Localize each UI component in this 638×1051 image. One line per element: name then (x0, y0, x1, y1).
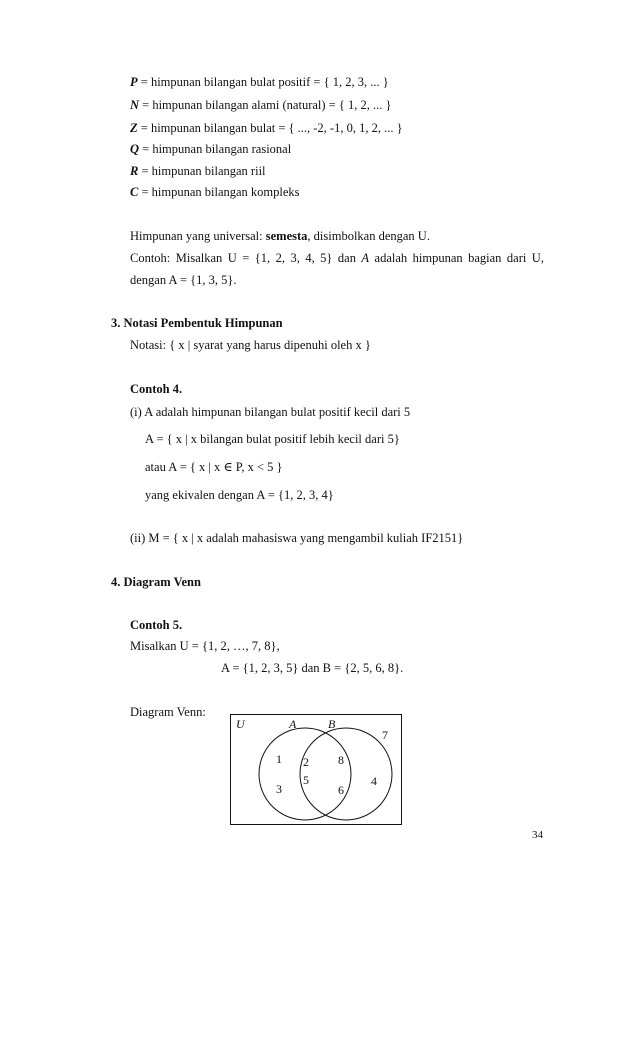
set-def-q (130, 141, 291, 157)
element-4: 4 (371, 774, 377, 788)
word: Contoh: (130, 251, 171, 265)
contoh-4-eq1: A = { x | x bilangan bulat positif lebih kecil dari 5} (145, 432, 400, 446)
contoh-u-line (130, 250, 544, 266)
set-description: = himpunan bilangan bulat positif = { 1, 2, 3, ... } (137, 75, 389, 89)
word: himpunan (412, 251, 463, 265)
word: dan (337, 251, 356, 265)
word: A (361, 251, 370, 265)
set-b-label: B (328, 717, 336, 731)
element-1: 1 (276, 752, 282, 766)
element-3: 3 (276, 782, 282, 796)
contoh-5-line1: Misalkan U = {1, 2, …, 7, 8}, (130, 639, 280, 653)
text: Himpunan yang universal: (130, 229, 266, 243)
set-symbol: P (130, 75, 138, 89)
set-symbol: R (130, 164, 139, 178)
word: 3, (290, 251, 300, 265)
set-description: = himpunan bilangan bulat = { ..., -2, -1, 0, 1, 2, ... } (137, 121, 403, 135)
semesta-term: semesta (265, 229, 308, 243)
diagram-venn-label: Diagram Venn: (130, 705, 206, 719)
set-description: = himpunan bilangan riil (138, 164, 266, 178)
page-number: 34 (532, 829, 543, 841)
contoh-5-title: Contoh 5. (130, 618, 183, 632)
word: bagian (468, 251, 502, 265)
word: 4, (305, 251, 315, 265)
word: U, (531, 251, 544, 265)
word: {1, (254, 251, 271, 265)
set-def-p (130, 74, 389, 90)
universal-set-line (130, 228, 430, 244)
notasi-line: Notasi: { x | syarat yang harus dipenuhi oleh x } (130, 338, 371, 352)
contoh-4-i: (i) A adalah himpunan bilangan bulat positif kecil dari 5 (130, 405, 411, 419)
section-3-heading: 3. Notasi Pembentuk Himpunan (111, 316, 283, 330)
set-symbol: Z (130, 121, 138, 135)
set-a-label: A (289, 717, 297, 731)
element-6: 6 (338, 783, 344, 797)
word: adalah (374, 251, 408, 265)
text: , disimbolkan dengan U. (307, 229, 430, 243)
word: 5} (320, 251, 333, 265)
contoh-4-eq2: atau A = { x | x ∈ P, x < 5 } (145, 460, 283, 474)
element-8: 8 (338, 753, 344, 767)
venn-diagram (230, 714, 402, 825)
set-description: = himpunan bilangan rasional (139, 142, 292, 156)
set-symbol: C (130, 185, 139, 199)
word: U (227, 251, 237, 265)
contoh-4-eq3: yang ekivalen dengan A = {1, 2, 3, 4} (145, 488, 334, 502)
word: Misalkan (175, 251, 223, 265)
set-symbol: Q (130, 142, 140, 156)
universal-label: U (236, 717, 245, 731)
element-5: 5 (303, 773, 309, 787)
set-b-circle (300, 728, 392, 820)
set-def-n (130, 97, 391, 113)
word: = (242, 251, 250, 265)
word: 2, (275, 251, 286, 265)
element-7: 7 (382, 728, 388, 742)
element-2: 2 (303, 755, 309, 769)
contoh-5-line2: A = {1, 2, 3, 5} dan B = {2, 5, 6, 8}. (221, 661, 404, 675)
venn-circles (231, 715, 401, 824)
contoh-4-ii: (ii) M = { x | x adalah mahasiswa yang mengambil kuliah IF2151} (130, 531, 464, 545)
set-description: = himpunan bilangan kompleks (138, 185, 300, 199)
set-symbol: N (130, 98, 140, 112)
set-def-c (130, 184, 300, 200)
set-def-z (130, 120, 403, 136)
set-def-r (130, 163, 266, 179)
section-4-heading: 4. Diagram Venn (111, 575, 201, 589)
contoh-u-line2: dengan A = {1, 3, 5}. (130, 273, 237, 287)
set-description: = himpunan bilangan alami (natural) = { 1, 2, ... } (139, 98, 392, 112)
contoh-4-title: Contoh 4. (130, 382, 183, 396)
word: dari (506, 251, 527, 265)
